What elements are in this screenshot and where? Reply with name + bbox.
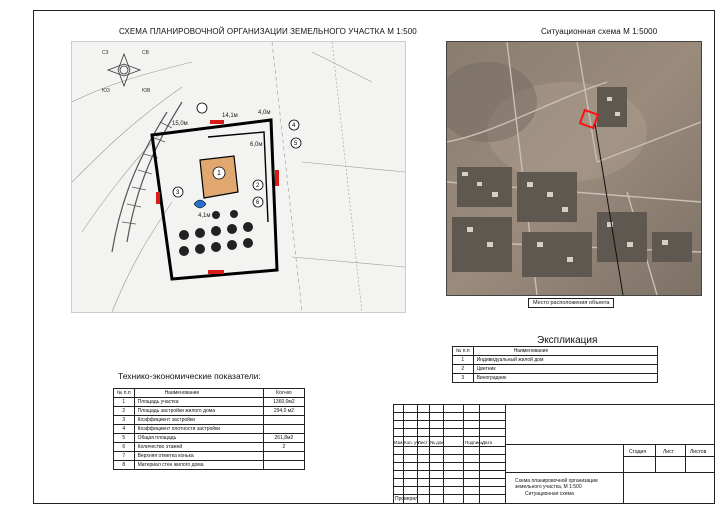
red-marker-bottom — [208, 270, 224, 274]
stamp-sheet: Лист — [663, 449, 674, 455]
circle-shape — [227, 240, 237, 250]
label-5: 5 — [294, 141, 298, 147]
circle-shape — [211, 242, 221, 252]
line-shape — [122, 222, 136, 224]
rect-shape — [492, 192, 498, 197]
table-cell: 6 — [114, 443, 135, 452]
site-plan-drawing — [72, 42, 405, 312]
rect-shape — [487, 242, 493, 247]
rect-shape — [597, 212, 647, 262]
contour-lines — [72, 42, 405, 312]
plan-title: СХЕМА ПЛАНИРОВОЧНОЙ ОРГАНИЗАЦИИ ЗЕМЕЛЬНОГО УЧАСТКА М 1:500 — [119, 27, 417, 36]
stamp-col-doc: № док. — [430, 440, 445, 445]
stamp-col-sign: Подпись — [465, 440, 483, 445]
rect-shape — [662, 240, 668, 245]
dim-pool: 4,1м — [198, 213, 211, 219]
line-shape — [127, 204, 141, 207]
table-cell: 1360,0м2 — [263, 398, 304, 407]
stamp-checked: Проверил — [395, 496, 419, 502]
circle-shape — [195, 244, 205, 254]
rect-shape — [567, 257, 573, 262]
table-row — [114, 434, 305, 443]
table-cell: 2 — [114, 407, 135, 416]
table-cell: Количество этажей — [134, 443, 263, 452]
table-row — [114, 425, 305, 434]
stamp-sheets: Листов — [690, 449, 707, 455]
table-cell: 7 — [114, 452, 135, 461]
path-shape — [312, 52, 372, 82]
title-block — [393, 404, 715, 504]
table-cell: Верхняя отметка конька — [134, 452, 263, 461]
rect-shape — [462, 172, 468, 176]
stamp-name-2: земельного участка, М 1:500 — [515, 484, 582, 490]
table-cell: Общая площадь — [134, 434, 263, 443]
label-6: 6 — [256, 200, 260, 206]
table-cell: 8 — [114, 461, 135, 470]
rect-shape — [452, 217, 512, 272]
compass-se: ЮВ — [142, 88, 151, 94]
table-cell: Площадь участка — [134, 398, 263, 407]
pool — [194, 200, 206, 208]
table-cell: 3 — [114, 416, 135, 425]
circle-shape — [212, 211, 220, 219]
path-shape — [292, 257, 405, 267]
dim-right: 6,0м — [250, 142, 263, 148]
stamp-col-kol: Кол. уч. — [404, 440, 420, 445]
dim-left: 15,0м — [172, 121, 188, 127]
situation-map — [446, 41, 702, 296]
table-cell: Виноградник — [473, 374, 657, 383]
circle-shape — [243, 238, 253, 248]
table-header-row — [453, 347, 658, 356]
circle-shape — [243, 222, 253, 232]
table-cell — [263, 461, 304, 470]
table-cell — [263, 452, 304, 461]
table-cell — [263, 416, 304, 425]
circle-shape — [197, 103, 207, 113]
compass-nw: С3 — [102, 50, 109, 56]
rect-shape — [547, 192, 553, 197]
col-header: № п.п — [114, 389, 135, 398]
table-cell: 4 — [114, 425, 135, 434]
table-cell: Коэффициент плотности застройки — [134, 425, 263, 434]
path-shape — [302, 162, 405, 172]
table-cell: Коэффициент застройки — [134, 416, 263, 425]
rect-shape — [607, 97, 612, 101]
table-cell: Площадь застройки жилого дома — [134, 407, 263, 416]
stamp-col-izm: Изм. — [394, 440, 404, 445]
dim-top: 14,1м — [222, 113, 238, 119]
dim-top-right: 4,0м — [258, 110, 271, 116]
tep-table — [113, 388, 305, 470]
rect-shape — [522, 232, 592, 277]
circle-shape — [179, 230, 189, 240]
col-header: Кол-во — [263, 389, 304, 398]
explication-table — [452, 346, 658, 383]
circle-shape — [227, 224, 237, 234]
trees — [179, 210, 253, 256]
circle-shape — [211, 226, 221, 236]
col-header: Наименование — [134, 389, 263, 398]
circle-shape — [120, 66, 128, 74]
label-3: 3 — [176, 190, 180, 196]
label-4: 4 — [292, 123, 296, 129]
red-marker-top — [210, 120, 224, 124]
path-shape — [82, 132, 162, 232]
rect-shape — [597, 87, 627, 127]
circle-shape — [179, 246, 189, 256]
table-row — [453, 374, 658, 383]
rect-shape — [527, 182, 533, 187]
circle-shape — [230, 210, 238, 218]
table-cell: 3 — [453, 374, 474, 383]
table-header-row — [114, 389, 305, 398]
rect-shape — [477, 182, 482, 186]
line-shape — [132, 187, 146, 190]
stamp-name-1: Схема планировочной организации — [515, 478, 598, 484]
path-shape — [332, 42, 362, 312]
table-cell: 1 — [114, 398, 135, 407]
stamp-col-date: Дата — [482, 440, 492, 445]
table-row — [453, 356, 658, 365]
tep-title: Технико-экономические показатели: — [118, 371, 261, 381]
table-row — [114, 443, 305, 452]
rect-shape — [562, 207, 568, 212]
col-header: № п.п — [453, 347, 474, 356]
rect-shape — [627, 242, 633, 247]
rect-shape — [615, 112, 620, 116]
compass-sw: Ю3 — [102, 88, 110, 94]
table-cell: Индивидуальный жилой дом — [473, 356, 657, 365]
site-plan — [71, 41, 406, 313]
situation-title: Ситуационная схема М 1:5000 — [541, 27, 658, 36]
table-row — [114, 416, 305, 425]
table-row — [453, 365, 658, 374]
rect-shape — [652, 232, 692, 262]
table-cell: 2 — [453, 365, 474, 374]
table-row — [114, 452, 305, 461]
table-cell: 1 — [453, 356, 474, 365]
table-cell: 5 — [114, 434, 135, 443]
table-cell: 294,0 м2 — [263, 407, 304, 416]
compass-rose — [108, 54, 140, 86]
stamp-name-3: Ситуационная схема — [525, 491, 574, 497]
rect-shape — [537, 242, 543, 247]
location-label: Место расположения объекта — [528, 298, 614, 308]
table-cell: Материал стен жилого дома — [134, 461, 263, 470]
table-cell — [263, 425, 304, 434]
stamp-stage: Стадия — [629, 449, 647, 455]
red-marker-right — [275, 170, 279, 186]
table-cell: 2 — [263, 443, 304, 452]
label-1: 1 — [217, 170, 221, 177]
table-row — [114, 398, 305, 407]
table-cell: Цветник — [473, 365, 657, 374]
col-header: Наименование — [473, 347, 657, 356]
label-2: 2 — [256, 183, 260, 189]
table-row — [114, 461, 305, 470]
circle-shape — [195, 228, 205, 238]
rect-shape — [467, 227, 473, 232]
path-shape — [72, 62, 192, 102]
table-row — [114, 407, 305, 416]
stamp-col-list: Лист — [418, 440, 428, 445]
red-marker-left — [156, 192, 160, 204]
table-cell: 261,8м2 — [263, 434, 304, 443]
explication-title: Экспликация — [537, 335, 598, 346]
compass-ne: СВ — [142, 50, 149, 56]
satellite-image — [447, 42, 701, 295]
